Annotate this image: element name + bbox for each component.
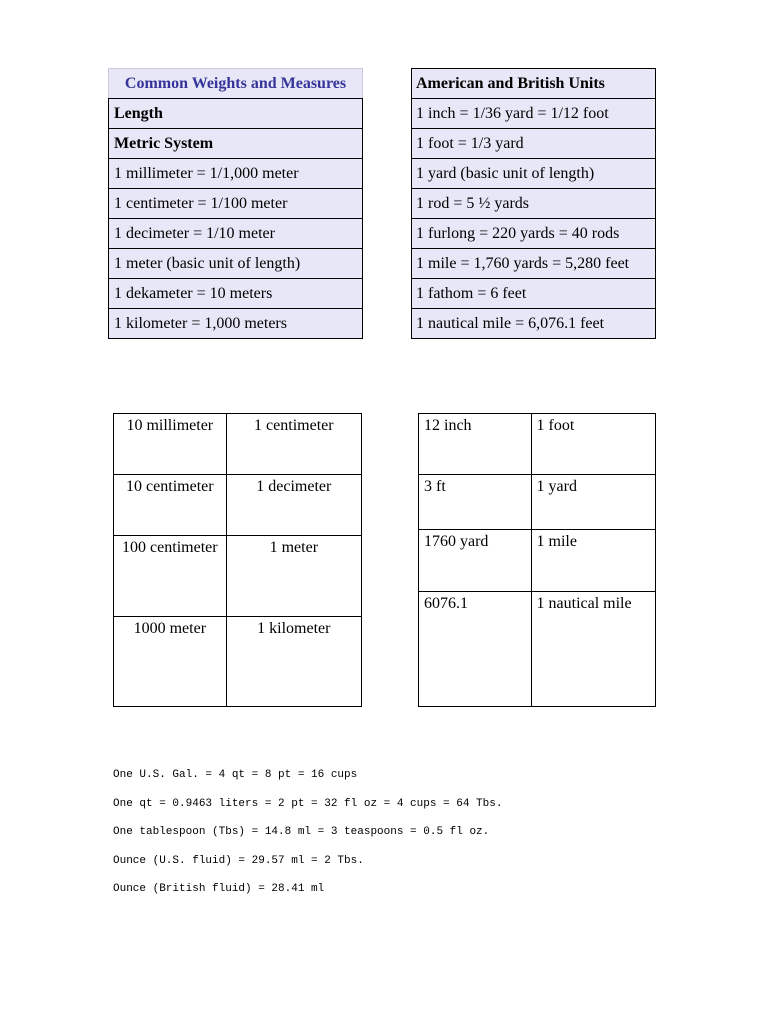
grid-cell-from: 1000 meter <box>114 617 227 707</box>
grid-cell-from: 3 ft <box>419 475 532 530</box>
note-line: One qt = 0.9463 liters = 2 pt = 32 fl oz = 4 cups = 64 Tbs. <box>113 797 503 810</box>
grid-cell-to: 1 yard <box>531 475 655 530</box>
table-row: 1 millimeter = 1/1,000 meter <box>109 159 363 189</box>
note-line: One tablespoon (Tbs) = 14.8 ml = 3 teaspoons = 0.5 fl oz. <box>113 826 490 838</box>
grid-cell-from: 10 millimeter <box>114 414 227 475</box>
liquid-measure-notes <box>113 766 502 909</box>
metric-system-heading: Metric System <box>109 129 363 159</box>
grid-cell-to: 1 centimeter <box>226 414 361 475</box>
grid-cell-to: 1 foot <box>531 414 655 475</box>
grid-cell-from: 6076.1 <box>419 592 532 707</box>
note-line: One U.S. Gal. = 4 qt = 8 pt = 16 cups <box>113 769 358 781</box>
length-heading: Length <box>109 99 363 129</box>
american-conversion-grid <box>418 413 656 707</box>
grid-cell-to: 1 decimeter <box>226 475 361 536</box>
table-row: 1 kilometer = 1,000 meters <box>109 309 363 339</box>
grid-cell-from: 12 inch <box>419 414 532 475</box>
grid-cell-from: 1760 yard <box>419 530 532 592</box>
grid-cell-from: 10 centimeter <box>114 475 227 536</box>
note-line: Ounce (British fluid) = 28.41 ml <box>113 883 325 895</box>
table-row: 1 furlong = 220 yards = 40 rods <box>412 219 656 249</box>
table-row: 1 yard (basic unit of length) <box>412 159 656 189</box>
grid-cell-to: 1 meter <box>226 536 361 617</box>
table-row: 1 decimeter = 1/10 meter <box>109 219 363 249</box>
table-row: 1 nautical mile = 6,076.1 feet <box>412 309 656 339</box>
grid-cell-to: 1 mile <box>531 530 655 592</box>
table-row: 1 centimeter = 1/100 meter <box>109 189 363 219</box>
table-row: 1 rod = 5 ½ yards <box>412 189 656 219</box>
table-title: Common Weights and Measures <box>109 69 363 99</box>
table-row: 1 meter (basic unit of length) <box>109 249 363 279</box>
table-row: 1 fathom = 6 feet <box>412 279 656 309</box>
table-row: 1 foot = 1/3 yard <box>412 129 656 159</box>
table-row: 1 mile = 1,760 yards = 5,280 feet <box>412 249 656 279</box>
table-row: 1 dekameter = 10 meters <box>109 279 363 309</box>
grid-cell-to: 1 kilometer <box>226 617 361 707</box>
note-line: Ounce (U.S. fluid) = 29.57 ml = 2 Tbs. <box>113 854 364 867</box>
metric-units-table <box>108 68 363 339</box>
table-row: 1 inch = 1/36 yard = 1/12 foot <box>412 99 656 129</box>
metric-conversion-grid <box>113 413 362 707</box>
grid-cell-from: 100 centimeter <box>114 536 227 617</box>
american-british-heading: American and British Units <box>412 69 656 99</box>
american-british-units-table <box>411 68 656 339</box>
grid-cell-to: 1 nautical mile <box>531 592 655 707</box>
